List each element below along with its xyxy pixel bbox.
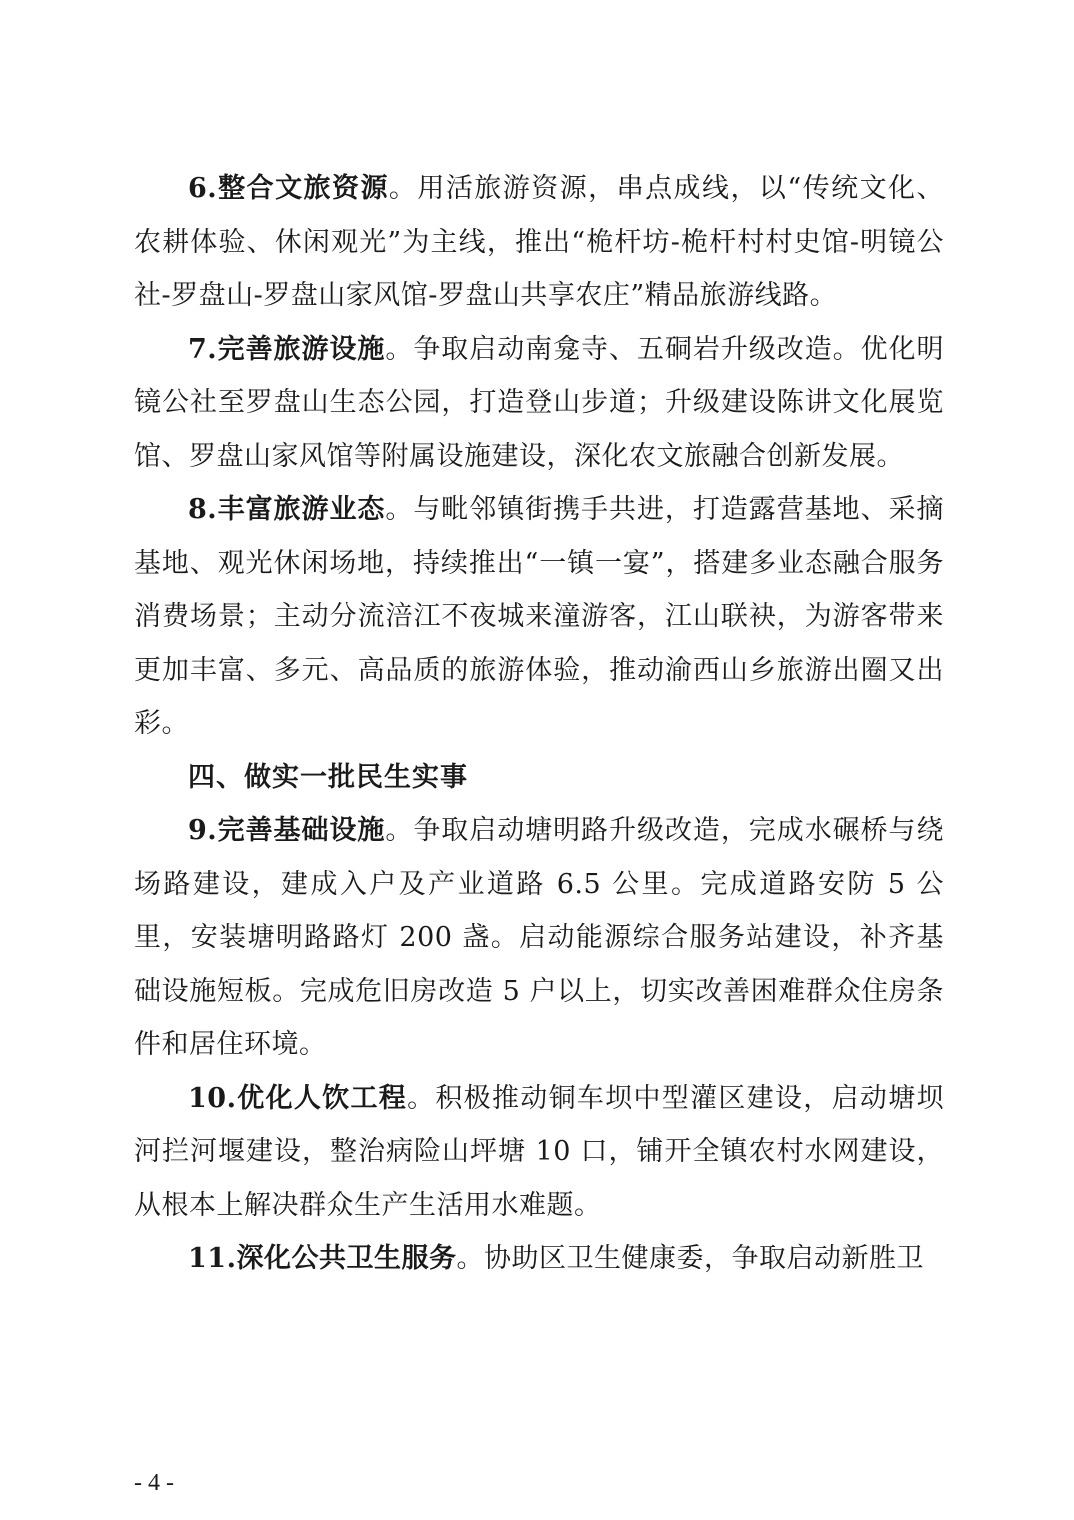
page-number: - 4 - — [134, 1470, 174, 1496]
paragraph-text: 。争取启动塘明路升级改造，完成水碾桥与绕场路建设，建成入户及产业道路 6.5 公里。完成道路安防 5 公里，安装塘明路路灯 200 盏。启动能源综合服务站建设，补齐基础设施短板。完成危旧房改造 5 户以上，切实改善困难群众住房条件和居住环境。 — [134, 815, 945, 1060]
paragraph-lead: 10.优化人饮工程 — [188, 1082, 408, 1114]
paragraph-lead: 6.整合文旅资源 — [188, 173, 389, 204]
paragraph-11 — [134, 1232, 944, 1286]
paragraph-8 — [134, 483, 944, 751]
section-heading: 四、做实一批民生实事 — [188, 761, 468, 793]
paragraph-text: 。用活旅游资源，串点成线，以“传统文化、农耕体验、休闲观光”为主线，推出“桅杆坊-桅杆村村史馆-明镜公社-罗盘山-罗盘山家风馆-罗盘山共享农庄”精品旅游线路。 — [134, 173, 944, 311]
paragraph-9 — [134, 804, 944, 1072]
paragraph-lead: 7.完善旅游设施 — [188, 333, 386, 365]
paragraph-lead: 11.深化公共卫生服务 — [188, 1243, 457, 1274]
paragraph-text: 。协助区卫生健康委，争取启动新胜卫 — [456, 1243, 924, 1274]
paragraph-10 — [134, 1072, 944, 1233]
paragraph-7 — [134, 323, 944, 484]
paragraph-text: 。与毗邻镇街携手共进，打造露营基地、采摘基地、观光休闲场地，持续推出“一镇一宴”，搭建多业态融合服务消费场景；主动分流涪江不夜城来潼游客，江山联袂，为游客带来更加丰富、多元、高品质的旅游体验，推动渝西山乡旅游出圈又出彩。 — [134, 494, 945, 739]
paragraph-text: 。争取启动南龛寺、五硐岩升级改造。优化明镜公社至罗盘山生态公园，打造登山步道；升级建设陈讲文化展览馆、罗盘山家风馆等附属设施建设，深化农文旅融合创新发展。 — [134, 333, 945, 472]
paragraph-lead: 8.丰富旅游业态 — [188, 494, 386, 525]
paragraph-lead: 9.完善基础设施 — [188, 815, 386, 846]
paragraph-6 — [134, 162, 944, 323]
paragraph-text: 。积极推动铜车坝中型灌区建设，启动塘坝河拦河堰建设，整治病险山坪塘 10 口，铺开全镇农村水网建设，从根本上解决群众生产生活用水难题。 — [134, 1082, 944, 1221]
document-body — [134, 162, 944, 1286]
